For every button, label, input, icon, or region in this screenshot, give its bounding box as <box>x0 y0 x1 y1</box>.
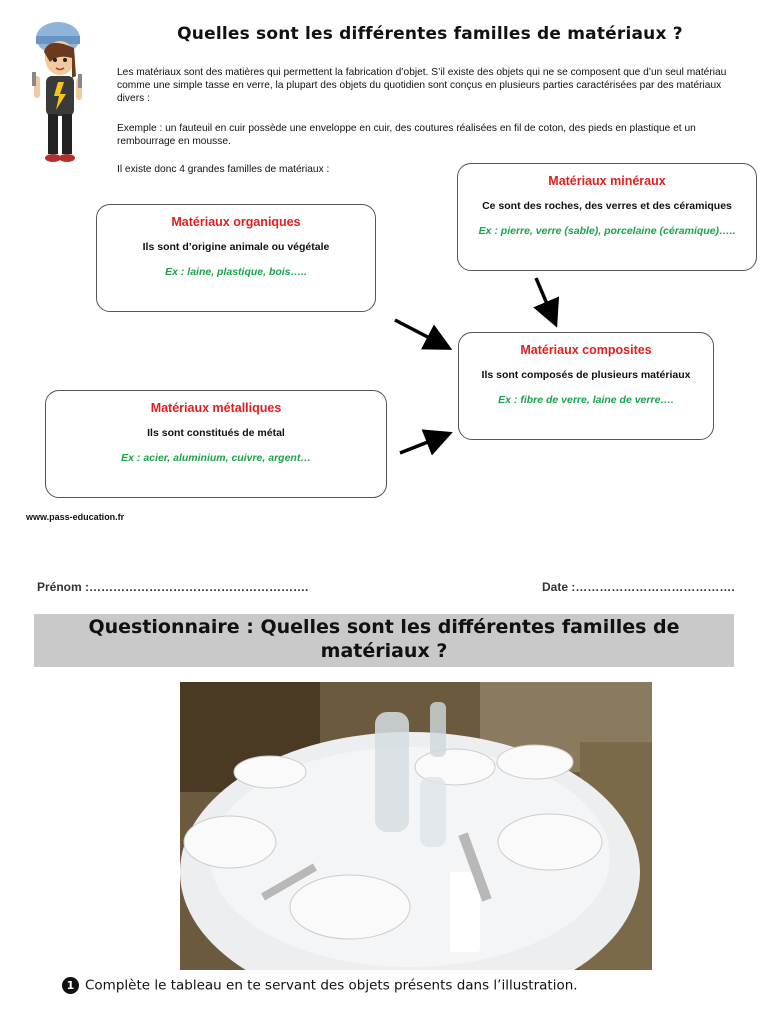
box-description: Ils sont d’origine animale ou végétale <box>142 241 330 253</box>
box-title: Matériaux organiques <box>171 215 301 229</box>
intro-paragraph: Les matériaux sont des matières qui permettent la fabrication d’objet. S’il existe des objets qui ne se composent que d’un seul matériau comme une simple tasse en verre, la plupart des objets du quotidien sont conçus en plusieurs parties caractérisées par des matériaux divers : <box>117 67 727 104</box>
box-title: Matériaux minéraux <box>548 174 666 188</box>
question-number-badge: 1 <box>62 977 79 994</box>
families-intro: Il existe donc 4 grandes familles de matériaux : <box>117 164 330 175</box>
arrow-metalliques-to-composites <box>400 436 443 453</box>
box-title: Matériaux composites <box>520 343 652 357</box>
prenom-field[interactable]: Prénom :………………………………………………. <box>37 580 309 594</box>
page-title: Quelles sont les différentes familles de matériaux ? <box>177 24 683 44</box>
date-field[interactable]: Date :…………………………………. <box>542 580 735 594</box>
arrow-organiques-to-composites <box>395 320 443 345</box>
questionnaire-title-line2: matériaux ? <box>320 640 448 662</box>
box-example: Ex : acier, aluminium, cuivre, argent… <box>121 452 311 464</box>
box-description: Ce sont des roches, des verres et des céramiques <box>482 200 732 212</box>
box-title: Matériaux métalliques <box>150 401 282 415</box>
questionnaire-title <box>34 614 734 667</box>
box-description: Ils sont constitués de métal <box>147 427 285 439</box>
question-1 <box>62 977 578 994</box>
questionnaire-title-line1: Questionnaire : Quelles sont les différentes familles de <box>88 616 680 638</box>
question-1-text: Complète le tableau en te servant des objets présents dans l’illustration. <box>85 977 578 994</box>
arrow-mineraux-to-composites <box>536 278 553 318</box>
source-url: www.pass-education.fr <box>26 512 125 522</box>
box-example: Ex : laine, plastique, bois….. <box>165 266 307 278</box>
example-paragraph: Exemple : un fauteuil en cuir possède une enveloppe en cuir, des coutures réalisées en fil de coton, des pieds en plastique et un rembourrage en mousse. <box>117 123 696 147</box>
box-description: Ils sont composés de plusieurs matériaux <box>481 369 691 381</box>
box-example: Ex : fibre de verre, laine de verre…. <box>498 394 674 406</box>
box-example: Ex : pierre, verre (sable), porcelaine (céramique)….. <box>478 225 736 237</box>
table-setting-photo <box>180 682 652 970</box>
